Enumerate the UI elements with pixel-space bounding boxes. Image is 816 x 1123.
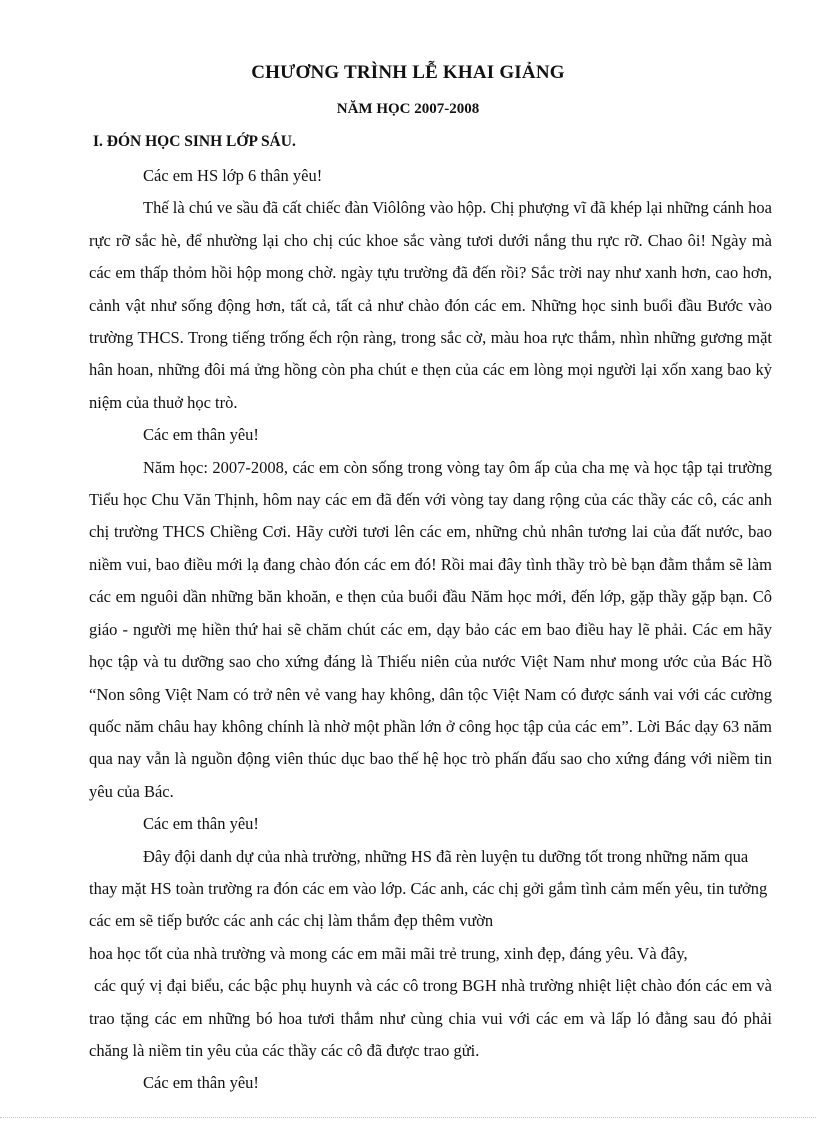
paragraph: Đây đội danh dự của nhà trường, những HS đã rèn luyện tu dưỡng tốt trong những năm qua thay mặt HS toàn trường ra đón các em vào lớp. Các anh, các chị gởi gắm tình cảm mến yêu, tin tưởng các em sẽ tiếp bước các anh các chị làm thắm đẹp thêm vườn — [89, 846, 768, 931]
document-body — [89, 160, 772, 1100]
page-edge-divider — [0, 1117, 816, 1118]
document-title: CHƯƠNG TRÌNH LỄ KHAI GIẢNG — [251, 62, 565, 83]
paragraph: các quý vị đại biểu, các bậc phụ huynh và các cô trong BGH nhà trường nhiệt liệt chào đón các em và trao tặng các em những bó hoa tươi thắm như cùng chia vui với các em và lấp ló đằng sau đó phải chăng là niềm tin yêu của các thầy các cô đã được trao gửi. — [89, 976, 772, 1060]
paragraph: Thế là chú ve sầu đã cất chiếc đàn Viôlông vào hộp. Chị phượng vĩ đã khép lại những cánh hoa rực rỡ sắc hè, để nhường lại cho chị cúc khoe sắc vàng tươi dưới nắng thu rực rỡ. Chao ôi! Ngày mà các em thấp thỏm hồi hộp mong chờ. ngày tựu trường đã đến rồi? Sắc trời nay như xanh hơn, cao hơn, cảnh vật như sống động hơn, tất cả, tất cả như chào đón các em. Những học sinh buổi đầu Bước vào trường THCS. Trong tiếng trống ếch rộn ràng, trong sắc cờ, màu hoa rực thắm, nhìn những gương mặt hân hoan, những đôi má ửng hồng còn pha chút e thẹn của các em lòng mọi người lại xốn xang bao kỷ niệm của thuở học trò. — [89, 198, 772, 412]
greeting-line: Các em thân yêu! — [143, 1073, 259, 1093]
greeting-line: Các em thân yêu! — [143, 814, 259, 834]
greeting-line: Các em thân yêu! — [143, 425, 259, 445]
greeting-line: Các em HS lớp 6 thân yêu! — [143, 166, 323, 185]
document-subtitle: NĂM HỌC 2007-2008 — [336, 101, 480, 117]
paragraph: hoa học tốt của nhà trường và mong các em mãi mãi trẻ trung, xinh đẹp, đáng yêu. Và đây, — [89, 943, 688, 963]
section-heading: I. ĐÓN HỌC SINH LỚP SÁU. — [93, 133, 296, 150]
paragraph: Năm học: 2007-2008, các em còn sống trong vòng tay ôm ấp của cha mẹ và học tập tại trường Tiểu học Chu Văn Thịnh, hôm nay các em đã đến với vòng tay dang rộng của các thầy các cô, các anh chị trường THCS Chiềng Cơi. Hãy cười tươi lên các em, những chủ nhân tương lai của đất nước, bao niềm vui, bao điều mới lạ đang chào đón các em đó! Rồi mai đây tình thầy trò bè bạn đằm thắm sẽ làm các em nguôi dần những băn khoăn, e thẹn của buổi đầu Năm học mới, đến lớp, gặp thầy gặp bạn. Cô giáo - người mẹ hiền thứ hai sẽ chăm chút các em, dạy bảo các em bao điều hay lẽ phải. Các em hãy học tập và tu dưỡng sao cho xứng đáng là Thiếu niên của nước Việt Nam như mong ước của Bác Hồ “Non sông Việt Nam có trở nên vẻ vang hay không, dân tộc Việt Nam có được sánh vai với các cường quốc năm châu hay không chính là nhờ một phần lớn ở công học tập của các em”. Lời Bác dạy 63 năm qua nay vẫn là nguồn động viên thúc dục bao thế hệ học trò phấn đấu sao cho xứng đáng với niềm tin yêu của Bác. — [89, 457, 772, 801]
